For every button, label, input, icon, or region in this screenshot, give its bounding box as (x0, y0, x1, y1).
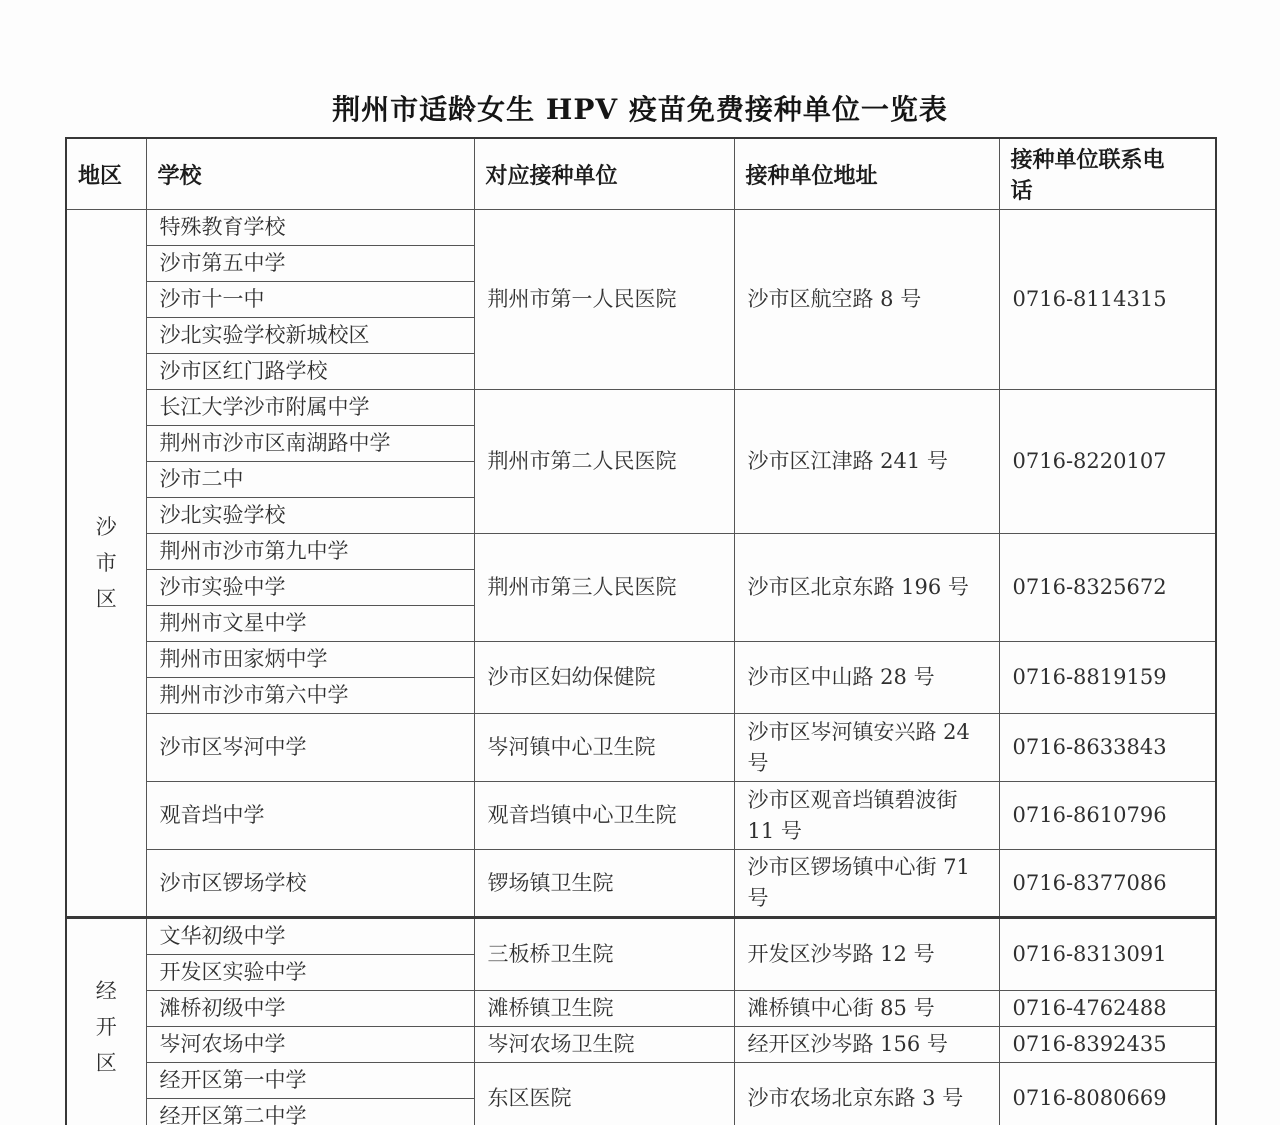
address-cell: 沙市区航空路 8 号 (734, 210, 999, 390)
address-cell: 沙市区岑河镇安兴路 24 号 (734, 714, 999, 782)
region-cell (66, 918, 146, 1125)
school-cell: 沙市十一中 (146, 282, 474, 318)
column-header-label: 接种单位联系电话 (1010, 148, 1165, 204)
table-header (66, 138, 1216, 210)
region-label-char: 沙 (95, 515, 117, 539)
unit-cell: 岑河农场卫生院 (474, 1027, 734, 1063)
region-label-char: 市 (95, 551, 117, 575)
region-cell (66, 210, 146, 918)
column-header-label: 接种单位地址 (745, 163, 878, 189)
phone-cell: 0716-8114315 (999, 210, 1216, 390)
school-cell: 经开区第二中学 (146, 1099, 474, 1125)
column-header (474, 138, 734, 210)
table-row (66, 782, 1216, 850)
unit-cell: 锣场镇卫生院 (474, 850, 734, 918)
table-row (66, 714, 1216, 782)
unit-cell: 东区医院 (474, 1063, 734, 1125)
school-cell: 开发区实验中学 (146, 955, 474, 991)
address-cell: 沙市区江津路 241 号 (734, 390, 999, 534)
region-label-char: 开 (95, 1014, 117, 1039)
phone-cell: 0716-8392435 (999, 1027, 1216, 1063)
phone-cell: 0716-4762488 (999, 991, 1216, 1027)
phone-cell: 0716-8819159 (999, 642, 1216, 714)
table-row (66, 850, 1216, 918)
school-cell: 文华初级中学 (146, 918, 474, 955)
address-cell: 经开区沙岑路 156 号 (734, 1027, 999, 1063)
column-header-label: 学校 (157, 163, 202, 189)
table-row (66, 534, 1216, 570)
region-label-char: 区 (95, 587, 117, 611)
table-row (66, 1063, 1216, 1099)
table-row (66, 642, 1216, 678)
school-cell: 滩桥初级中学 (146, 991, 474, 1027)
address-cell: 沙市区中山路 28 号 (734, 642, 999, 714)
school-cell: 经开区第一中学 (146, 1063, 474, 1099)
school-cell: 沙市区锣场学校 (146, 850, 474, 918)
column-header (66, 138, 146, 210)
school-cell: 沙市区红门路学校 (146, 354, 474, 390)
unit-cell: 沙市区妇幼保健院 (474, 642, 734, 714)
table-row (66, 210, 1216, 246)
column-header (734, 138, 999, 210)
school-cell: 长江大学沙市附属中学 (146, 390, 474, 426)
page-title: 荆州市适龄女生 HPV 疫苗免费接种单位一览表 (332, 93, 948, 126)
school-cell: 岑河农场中学 (146, 1027, 474, 1063)
region-label-char: 区 (95, 1050, 117, 1075)
school-cell: 荆州市沙市第九中学 (146, 534, 474, 570)
phone-cell: 0716-8377086 (999, 850, 1216, 918)
column-header-label: 对应接种单位 (485, 163, 618, 189)
address-cell: 开发区沙岑路 12 号 (734, 918, 999, 991)
unit-cell: 三板桥卫生院 (474, 918, 734, 991)
phone-cell: 0716-8220107 (999, 390, 1216, 534)
school-cell: 荆州市文星中学 (146, 606, 474, 642)
school-cell: 荆州市田家炳中学 (146, 642, 474, 678)
school-cell: 沙市第五中学 (146, 246, 474, 282)
school-cell: 沙市实验中学 (146, 570, 474, 606)
table-row (66, 390, 1216, 426)
phone-cell: 0716-8633843 (999, 714, 1216, 782)
unit-cell: 荆州市第二人民医院 (474, 390, 734, 534)
column-header (999, 138, 1216, 210)
school-cell: 荆州市沙市第六中学 (146, 678, 474, 714)
address-cell: 沙市农场北京东路 3 号 (734, 1063, 999, 1125)
unit-cell: 荆州市第一人民医院 (474, 210, 734, 390)
unit-cell: 观音垱镇中心卫生院 (474, 782, 734, 850)
school-cell: 沙市二中 (146, 462, 474, 498)
unit-cell: 岑河镇中心卫生院 (474, 714, 734, 782)
table-body (66, 210, 1216, 1125)
column-header (146, 138, 474, 210)
school-cell: 沙市区岑河中学 (146, 714, 474, 782)
phone-cell: 0716-8313091 (999, 918, 1216, 991)
address-cell: 沙市区锣场镇中心街 71 号 (734, 850, 999, 918)
address-cell: 滩桥镇中心街 85 号 (734, 991, 999, 1027)
column-header-label: 地区 (78, 163, 123, 189)
header-row (66, 138, 1216, 210)
region-label-char: 经 (95, 978, 117, 1003)
table-row (66, 918, 1216, 955)
phone-cell: 0716-8080669 (999, 1063, 1216, 1125)
school-cell: 观音垱中学 (146, 782, 474, 850)
address-cell: 沙市区观音垱镇碧波街 11 号 (734, 782, 999, 850)
unit-cell: 滩桥镇卫生院 (474, 991, 734, 1027)
school-cell: 沙北实验学校 (146, 498, 474, 534)
phone-cell: 0716-8325672 (999, 534, 1216, 642)
unit-cell: 荆州市第三人民医院 (474, 534, 734, 642)
phone-cell: 0716-8610796 (999, 782, 1216, 850)
table-row (66, 991, 1216, 1027)
school-cell: 特殊教育学校 (146, 210, 474, 246)
address-cell: 沙市区北京东路 196 号 (734, 534, 999, 642)
school-cell: 沙北实验学校新城校区 (146, 318, 474, 354)
table-row (66, 1027, 1216, 1063)
vaccination-units-table (65, 137, 1217, 1125)
school-cell: 荆州市沙市区南湖路中学 (146, 426, 474, 462)
